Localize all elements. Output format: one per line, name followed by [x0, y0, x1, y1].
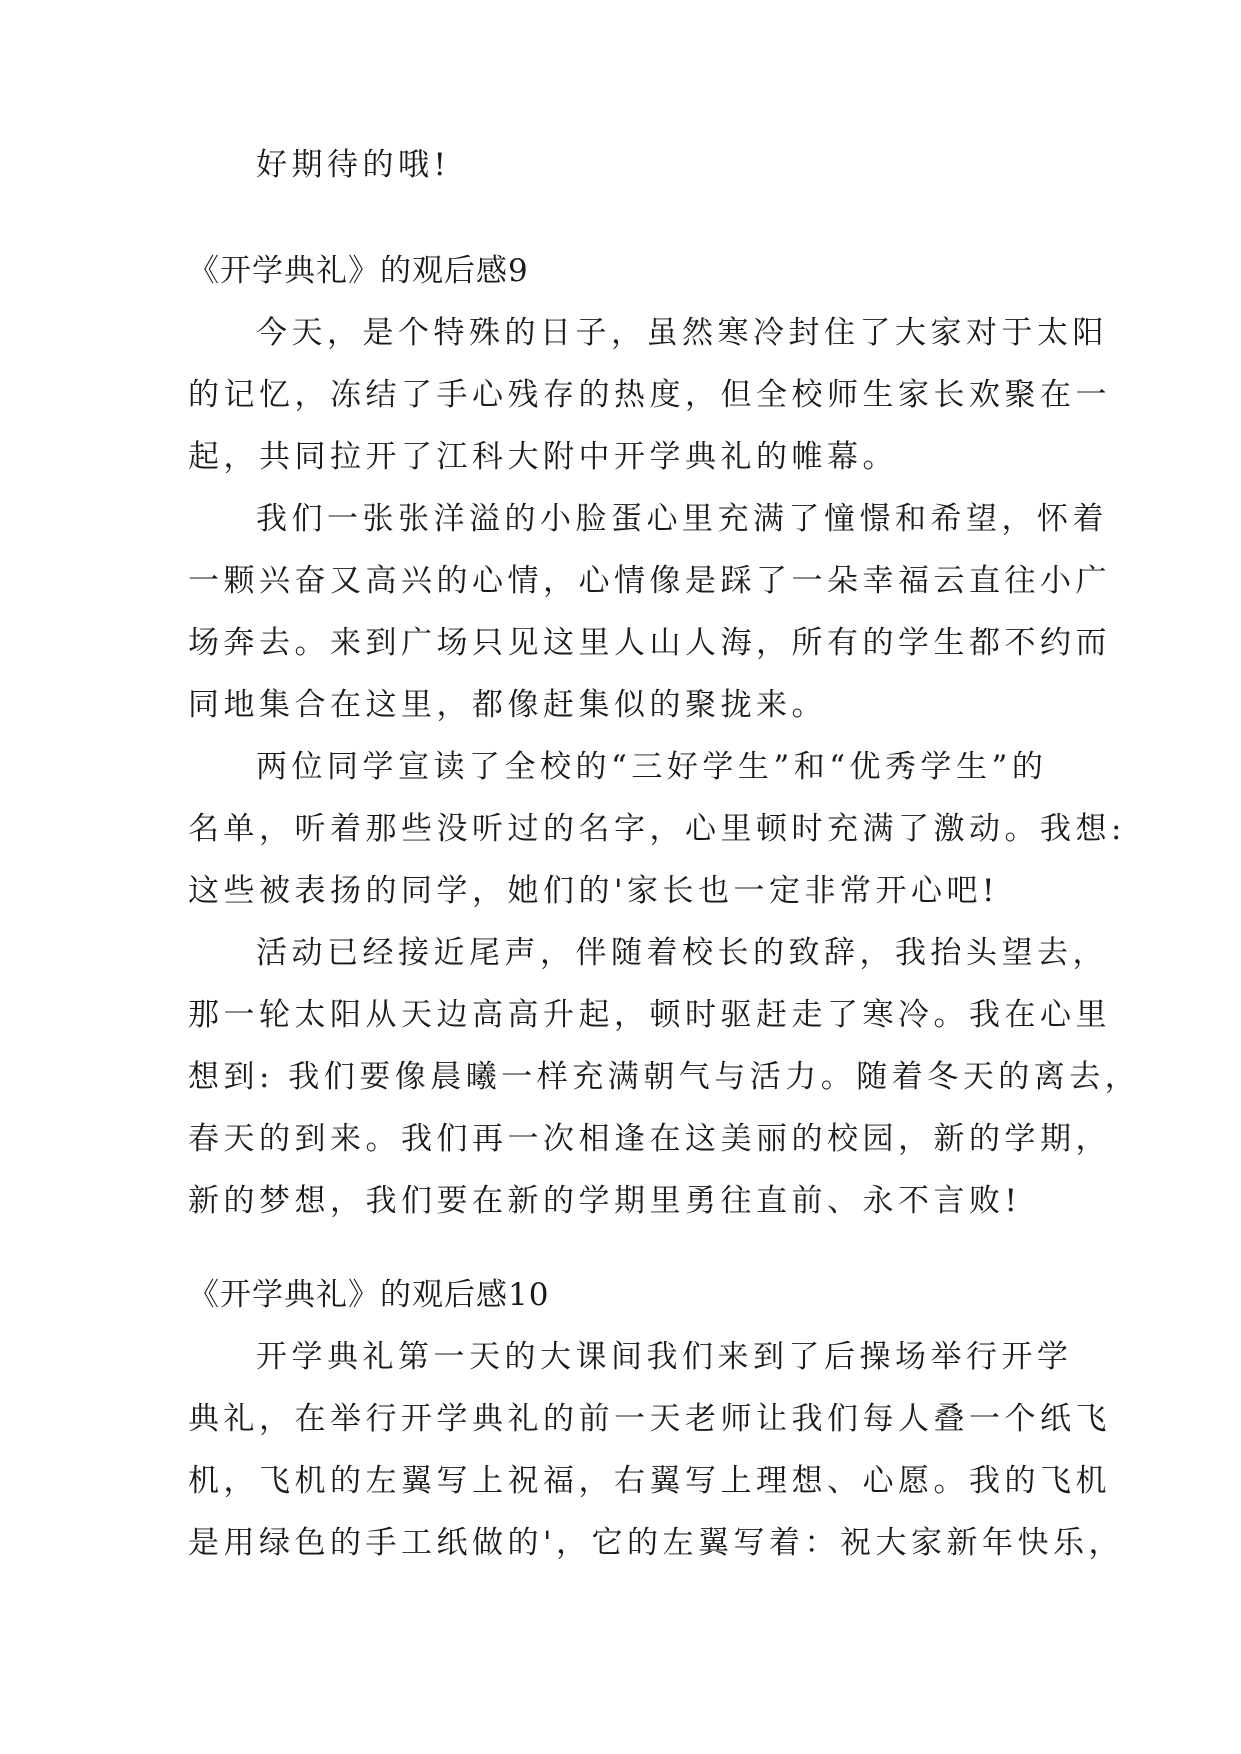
paragraph-line: 机，飞机的左翼写上祝福，右翼写上理想、心愿。我的飞机	[188, 1463, 1111, 1499]
paragraph-line: 春天的到来。我们再一次相逢在这美丽的校园，新的学期，	[188, 1121, 1111, 1157]
essay-section-9	[188, 240, 1141, 1232]
paragraph-line: 的记忆，冻结了手心残存的热度，但全校师生家长欢聚在一	[188, 377, 1111, 413]
essay-section-10	[188, 1264, 1125, 1574]
paragraph-line: 好期待的哦!	[256, 147, 451, 183]
previous-essay-ending	[188, 134, 1068, 196]
paragraph-line: 两位同学宣读了全校的“三好学生”和“优秀学生”的	[256, 749, 1048, 785]
paragraph-line: 想到: 我们要像晨曦一样充满朝气与活力。随着冬天的离去，	[188, 1059, 1141, 1095]
paragraph-line: 典礼，在举行开学典礼的前一天老师让我们每人叠一个纸飞	[188, 1401, 1111, 1437]
paragraph-line: 是用绿色的手工纸做的'，它的左翼写着：祝大家新年快乐，	[188, 1525, 1125, 1561]
paragraph-line: 场奔去。来到广场只见这里人山人海，所有的学生都不约而	[188, 625, 1111, 661]
paragraph-line: 同地集合在这里，都像赶集似的聚拢来。	[188, 687, 827, 723]
section-heading: 《开学典礼》的观后感10	[188, 1277, 550, 1313]
paragraph-line: 一颗兴奋又高兴的心情，心情像是踩了一朵幸福云直往小广	[188, 563, 1111, 599]
paragraph-line: 新的梦想，我们要在新的学期里勇往直前、永不言败!	[188, 1183, 1022, 1219]
paragraph-line: 名单，听着那些没听过的名字，心里顿时充满了激动。我想:	[188, 811, 1126, 847]
paragraph-line: 起，共同拉开了江科大附中开学典礼的帷幕。	[188, 439, 898, 475]
paragraph-line: 我们一张张洋溢的小脸蛋心里充满了憧憬和希望，怀着	[256, 501, 1108, 537]
paragraph-line: 这些被表扬的同学，她们的'家长也一定非常开心吧!	[188, 873, 999, 909]
paragraph-line: 活动已经接近尾声，伴随着校长的致辞，我抬头望去，	[256, 935, 1108, 971]
paragraph-line: 那一轮太阳从天边高高升起，顿时驱赶走了寒冷。我在心里	[188, 997, 1111, 1033]
section-heading: 《开学典礼》的观后感9	[188, 253, 529, 289]
paragraph-line: 今天，是个特殊的日子，虽然寒冷封住了大家对于太阳	[256, 315, 1108, 351]
paragraph-line: 开学典礼第一天的大课间我们来到了后操场举行开学	[256, 1339, 1073, 1375]
